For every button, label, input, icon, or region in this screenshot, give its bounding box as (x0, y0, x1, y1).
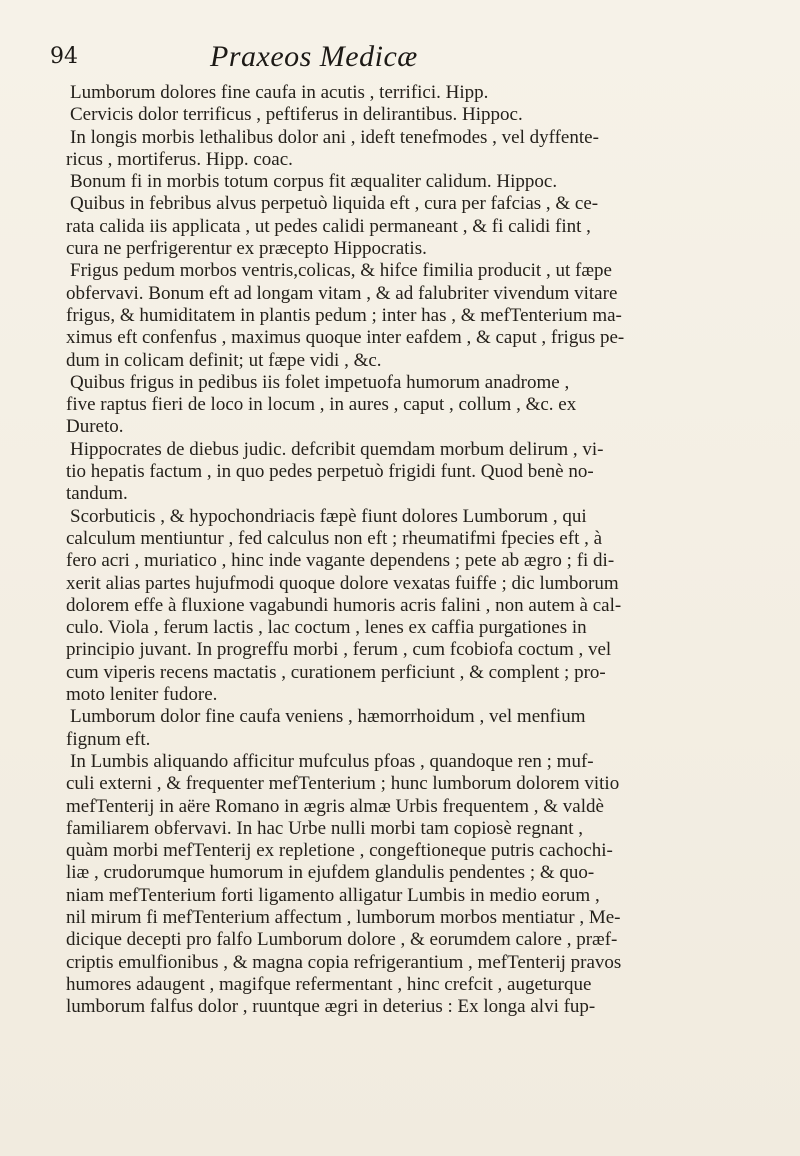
paragraph (58, 82, 778, 104)
text-line: ximus eft confenfus , maximus quoque inter eafdem , & caput , frigus pe- (66, 327, 625, 349)
text-line: culi externi , & frequenter mefTenterium ; hunc lumborum dolorem vitio (66, 773, 620, 795)
text-line: xerit alias partes hujufmodi quoque dolore vexatas fuiffe ; dic lumborum (66, 572, 619, 594)
text-line: quàm morbi mefTenterij ex repletione , congeftioneque putris cachochi- (66, 840, 613, 862)
text-line: dolorem effe à fluxione vagabundi humoris acris falini , non autem à cal- (66, 594, 622, 616)
text-line: cura ne perfrigerentur ex præcepto Hippocratis. (66, 238, 427, 260)
page-header (50, 40, 760, 78)
text-line: Dureto. (66, 416, 124, 438)
paragraph (58, 439, 778, 506)
paragraph (58, 706, 778, 751)
paragraph (58, 127, 778, 172)
text-line: Cervicis dolor terrificus , peftiferus in delirantibus. Hippoc. (70, 104, 523, 126)
text-line: dum in colicam definit; ut fæpe vidi , &c. (66, 349, 382, 371)
text-line: moto leniter fudore. (66, 684, 218, 706)
text-line: niam mefTenterium forti ligamento alligatur Lumbis in medio eorum , (66, 884, 600, 906)
text-line: liæ , crudorumque humorum in ejufdem glandulis pendentes ; & quo- (66, 862, 595, 884)
text-line: humores adaugent , magifque refermentant , hinc crefcit , augeturque (66, 973, 592, 995)
text-line: In Lumbis aliquando afficitur mufculus pfoas , quandoque ren ; muf- (70, 750, 594, 772)
text-line: Frigus pedum morbos ventris,colicas, & hifce fimilia producit , ut fæpe (70, 260, 612, 282)
text-line: obfervavi. Bonum eft ad longam vitam , & ad falubriter vivendum vitare (66, 282, 618, 304)
text-line: familiarem obfervavi. In hac Urbe nulli morbi tam copiosè regnant , (66, 817, 584, 839)
text-line: tandum. (66, 483, 128, 505)
text-line: Lumborum dolor fine caufa veniens , hæmorrhoidum , vel menfium (70, 706, 586, 728)
text-line: Quibus frigus in pedibus iis folet impetuofa humorum anadrome , (70, 371, 570, 393)
text-line: lumborum falfus dolor , ruuntque ægri in deterius : Ex longa alvi fup- (66, 996, 596, 1018)
text-line: principio juvant. In progreffu morbi , ferum , cum fcobiofa coctum , vel (66, 639, 612, 661)
text-line: Scorbuticis , & hypochondriacis fæpè fiunt dolores Lumborum , qui (70, 505, 587, 527)
text-line: rata calida iis applicata , ut pedes calidi permaneant , & fi calidi fint , (66, 215, 591, 237)
text-line: five raptus fieri de loco in locum , in aures , caput , collum , &c. ex (66, 394, 577, 416)
running-title: Praxeos Medicæ (210, 40, 418, 73)
paragraph (58, 171, 778, 193)
text-line: mefTenterij in aëre Romano in ægris almæ Urbis frequentem , & valdè (66, 795, 604, 817)
text-line: ricus , mortiferus. Hipp. coac. (66, 148, 293, 170)
text-line: Quibus in febribus alvus perpetuò liquida eft , cura per fafcias , & ce- (70, 193, 599, 215)
paragraph (58, 260, 778, 371)
text-line: Lumborum dolores fine caufa in acutis , terrifici. Hipp. (70, 82, 489, 103)
text-line: frigus, & humiditatem in plantis pedum ; inter has , & mefTenterium ma- (66, 304, 622, 326)
paragraph (58, 104, 778, 126)
text-line: culo. Viola , ferum lactis , lac coctum , lenes ex caffia purgationes in (66, 617, 587, 639)
text-line: calculum mentiuntur , fed calculus non eft ; rheumatifmi fpecies eft , à (66, 527, 603, 549)
text-line: dicique decepti pro falfo Lumborum dolore , & eorumdem calore , præf- (66, 929, 618, 951)
text-line: cum viperis recens mactatis , curationem perficiunt , & complent ; pro- (66, 661, 606, 683)
text-line: Bonum fi in morbis totum corpus fit æqualiter calidum. Hippoc. (70, 171, 558, 193)
paragraph (58, 751, 778, 1019)
text-line: criptis emulfionibus , & magna copia refrigerantium , mefTenterij pravos (66, 951, 622, 973)
body-text (58, 82, 778, 1018)
paragraph (58, 193, 778, 260)
text-line: In longis morbis lethalibus dolor ani , ideft tenefmodes , vel dyffente- (70, 126, 599, 148)
text-line: fignum eft. (66, 728, 151, 750)
text-line: fero acri , muriatico , hinc inde vagante dependens ; pete ab ægro ; fi di- (66, 550, 615, 572)
paragraph (58, 506, 778, 707)
paragraph (58, 372, 778, 439)
text-line: nil mirum fi mefTenterium affectum , lumborum morbos mentiatur , Me- (66, 906, 621, 928)
text-line: tio hepatis factum , in quo pedes perpetuò frigidi funt. Quod benè no- (66, 461, 594, 483)
page-number: 94 (50, 44, 78, 69)
text-line: Hippocrates de diebus judic. defcribit quemdam morbum delirum , vi- (70, 438, 604, 460)
